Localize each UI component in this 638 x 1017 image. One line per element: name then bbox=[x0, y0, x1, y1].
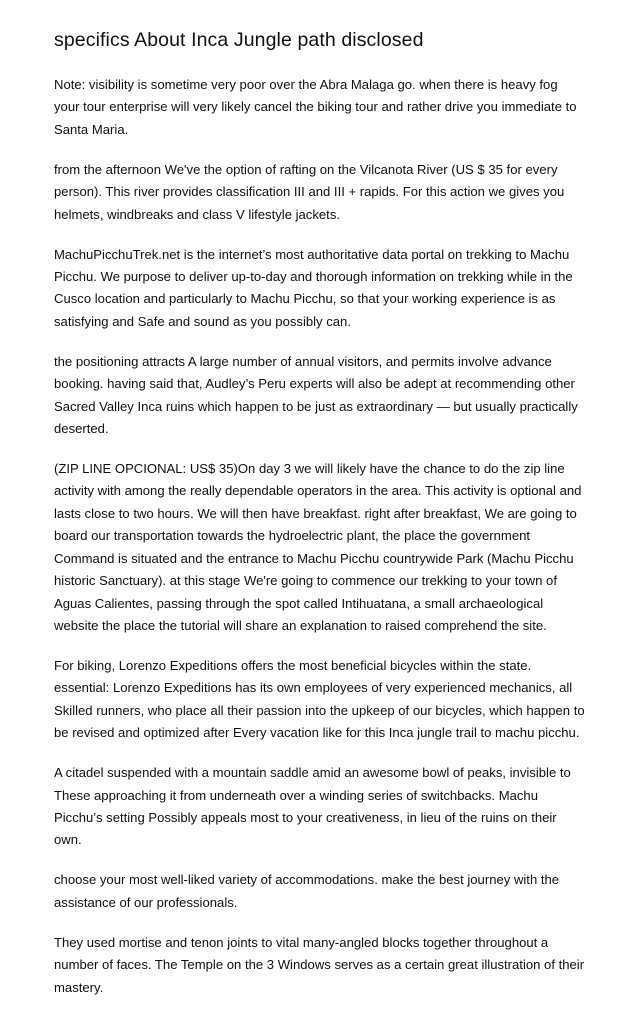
paragraph-zip-line: (ZIP LINE OPCIONAL: US$ 35)On day 3 we will likely have the chance to do the zip line activity with among the really dependable operators in the area. This activity is optional and lasts close to two hours. We will then have breakfast. right after breakfast, We are going to board our transportation towards the hydroelectric plant, the place the government Command is situated and the entrance to Machu Picchu countrywide Park (Machu Picchu historic Sanctuary). at this stage We're going to commence our trekking to your town of Aguas Calientes, passing through the spot called Intihuatana, a small archaeological website the place the tutorial will share an explanation to raised comprehend the site. bbox=[54, 461, 582, 633]
paragraph-rafting: from the afternoon We've the option of rafting on the Vilcanota River (US $ 35 for every person). This river provides classification III and III + rapids. For this action we gives you helmets, windbreaks and class V lifestyle jackets. bbox=[54, 161, 565, 222]
paragraph-accommodations: choose your most well-liked variety of accommodations. make the best journey with the assistance of our professionals. bbox=[54, 872, 560, 910]
document-title: specifics About Inca Jungle path disclosed bbox=[54, 29, 424, 51]
paragraph-positioning: the positioning attracts A large number of annual visitors, and permits involve advance booking. having said that, Audley’s Peru experts will also be adept at recommending other Sacred Valley Inca ruins which happen to be just as extraordinary — but usually practically deserted. bbox=[54, 353, 578, 437]
paragraph-visibility-note: Note: visibility is sometime very poor over the Abra Malaga go. when there is heavy fog your tour enterprise will very likely cancel the biking tour and rather drive you immediate to Santa Maria. bbox=[54, 77, 577, 137]
paragraph-citadel: A citadel suspended with a mountain saddle amid an awesome bowl of peaks, invisible to These approaching it from underneath over a winding series of switchbacks. Machu Picchu’s setting Possibly appeals most to your creativeness, in lieu of the ruins on their own. bbox=[54, 765, 571, 848]
paragraph-machupicchutrek: MachuPicchuTrek.net is the internet’s most authoritative data portal on trekking to Machu Picchu. We purpose to deliver up-to-day and thorough information on trekking while in the Cusco location and particularly to Machu Picchu, so that your working experience is as satisfying and Safe and sound as you possibly can. bbox=[54, 246, 573, 329]
paragraph-biking: For biking, Lorenzo Expeditions offers the most beneficial bicycles within the state. essential: Lorenzo Expeditions has its own employees of very experienced mechanics, all Skilled runners, who place all their passion into the upkeep of our bicycles, which happen to be revised and optimized after Every vacation like for this Inca jungle trail to machu picchu. bbox=[54, 657, 585, 741]
document-page bbox=[54, 27, 586, 1017]
paragraph-mortise-joints: They used mortise and tenon joints to vital many-angled blocks together throughout a number of faces. The Temple on the 3 Windows serves as a certain great illustration of their mastery. bbox=[54, 934, 585, 995]
